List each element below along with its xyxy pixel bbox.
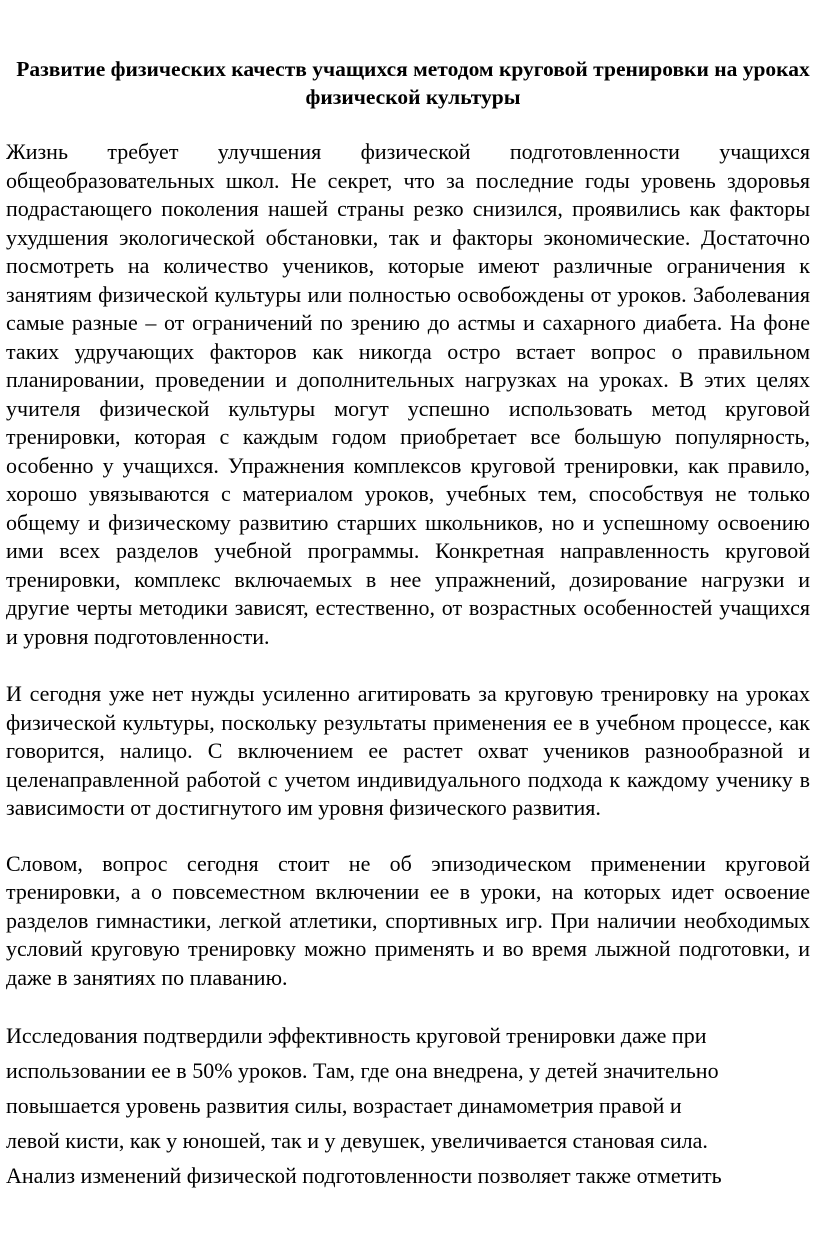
paragraph-1: Жизнь требует улучшения физической подготовленности учащихся общеобразовательных школ. Не секрет, что за последние годы уровень здоровья подрастающего поколения нашей страны резко снизился, проявились как факторы ухудшения экологической обстановки, так и факторы экономические. Достаточно посмотреть на количество учеников, которые имеют различные ограничения к занятиям физической культуры или полностью освобождены от уроков. Заболевания самые разные – от ограничений по зрению до астмы и сахарного диабета. На фоне таких удручающих факторов как никогда остро встает вопрос о правильном планировании, проведении и дополнительных нагрузках на уроках. В этих целях учителя физической культуры могут успешно использовать метод круговой тренировки, которая с каждым годом приобретает все большую популярность, особенно у учащихся. Упражнения комплексов круговой тренировки, как правило, хорошо увязываются с материалом уроков, учебных тем, способствуя не только общему и физическому развитию старших школьников, но и успешному освоению ими всех разделов учебной программы. Конкретная направленность круговой тренировки, комплекс включаемых в нее упражнений, дозирование нагрузки и другие черты методики зависят, естественно, от возрастных особенностей учащихся и уровня подготовленности. <box>6 139 810 649</box>
paragraph-4-line: повышается уровень развития силы, возрастает динамометрия правой и <box>6 1093 682 1118</box>
page-title: Развитие физических качеств учащихся методом круговой тренировки на уроках физической культуры <box>16 57 810 109</box>
paragraph-2: И сегодня уже нет нужды усиленно агитировать за круговую тренировку на уроках физической культуры, поскольку результаты применения ее в учебном процессе, как говорится, налицо. С включением ее растет охват учеников разнообразной и целенаправленной работой с учетом индивидуального подхода к каждому ученику в зависимости от достигнутого им уровня физического развития. <box>6 681 810 820</box>
paragraph-4 <box>0 1018 816 1193</box>
paragraph-4-line: левой кисти, как у юношей, так и у девушек, увеличивается становая сила. <box>6 1128 708 1153</box>
paragraph-4-line: использовании ее в 50% уроков. Там, где она внедрена, у детей значительно <box>6 1058 719 1083</box>
paragraph-3: Словом, вопрос сегодня стоит не об эпизодическом применении круговой тренировки, а о повсеместном включении ее в уроки, на которых идет освоение разделов гимнастики, легкой атлетики, спортивных игр. При наличии необходимых условий круговую тренировку можно применять и во время лыжной подготовки, и даже в занятиях по плаванию. <box>6 850 810 990</box>
paragraph-4-line: Анализ изменений физической подготовленности позволяет также отметить <box>6 1163 722 1188</box>
paragraph-4-line: Исследования подтвердили эффективность круговой тренировки даже при <box>6 1023 707 1048</box>
